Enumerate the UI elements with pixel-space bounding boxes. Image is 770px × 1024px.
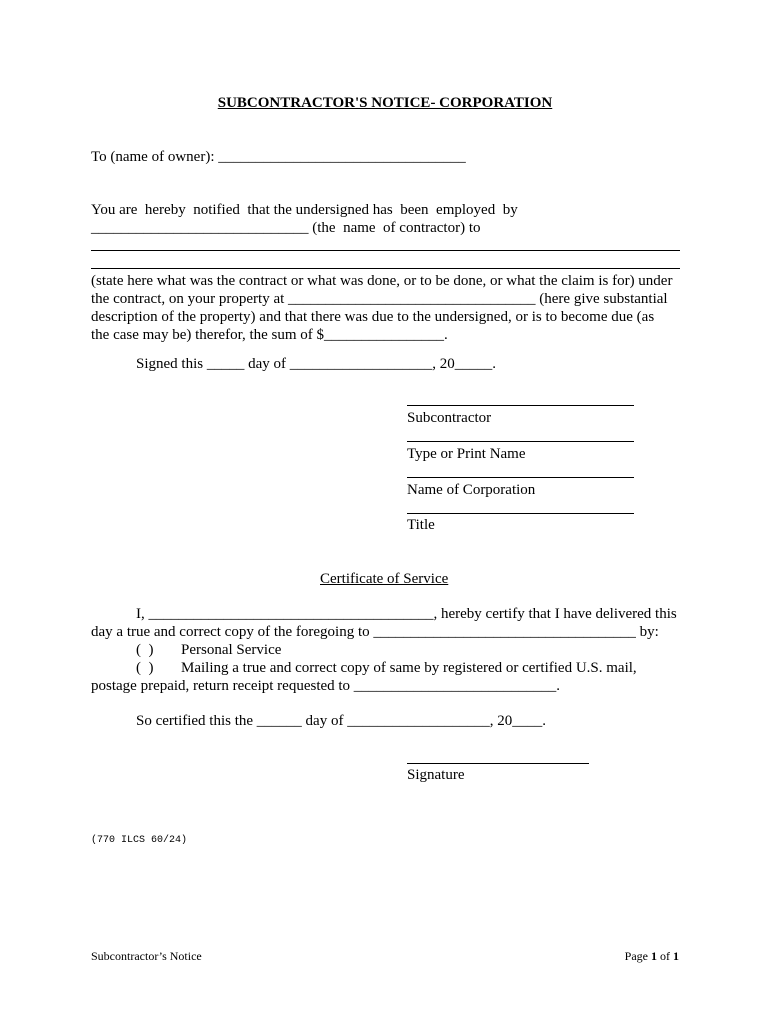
print-name-rule: [407, 441, 634, 442]
subcontractor-signature-rule: [407, 405, 634, 406]
mailing-label: Mailing a true and correct copy of same by registered or certified U.S. mail,: [181, 660, 637, 676]
notice-line-1: You are hereby notified that the undersigned has been employed by: [91, 202, 518, 218]
corporation-label: Name of Corporation: [407, 482, 536, 498]
statute-citation: (770 ILCS 60/24): [91, 835, 188, 846]
footer-page-number: [625, 947, 679, 965]
certificate-heading: Certificate of Service: [320, 571, 449, 587]
postage-line: postage prepaid, return receipt requested to ___________________________.: [91, 678, 561, 694]
body-line-1: (state here what was the contract or what was done, or to be done, or what the claim is for) under: [91, 273, 673, 289]
blank-rule-2: [91, 268, 680, 269]
corporation-rule: [407, 477, 634, 478]
title-rule: [407, 513, 634, 514]
mailing-checkbox[interactable]: ( ): [136, 660, 154, 676]
footer-title: Subcontractor’s Notice: [91, 949, 202, 963]
notice-line-2: _____________________________ (the name of contractor) to: [91, 220, 481, 236]
body-line-2: the contract, on your property at _________________________________ (here give substantial: [91, 291, 668, 307]
personal-service-checkbox[interactable]: ( ): [136, 642, 154, 658]
certified-line: So certified this the ______ day of ___________________, 20____.: [136, 713, 546, 729]
blank-rule-1: [91, 250, 680, 251]
body-line-4: the case may be) therefor, the sum of $________________.: [91, 327, 448, 343]
subcontractor-label: Subcontractor: [407, 410, 492, 426]
page-total: 1: [673, 949, 679, 963]
certificate-line-2: day a true and correct copy of the foregoing to ___________________________________ by:: [91, 624, 659, 640]
title-label: Title: [407, 517, 435, 533]
personal-service-label: Personal Service: [181, 642, 282, 658]
to-owner-line: To (name of owner): _________________________________: [91, 149, 466, 165]
print-name-label: Type or Print Name: [407, 446, 526, 462]
signed-line: Signed this _____ day of ___________________, 20_____.: [136, 356, 496, 372]
body-line-3: description of the property) and that there was due to the undersigned, or is to become due (as: [91, 309, 655, 325]
page-of: of: [657, 949, 673, 963]
page-prefix: Page: [624, 949, 651, 963]
certificate-signature-rule: [407, 763, 589, 764]
certificate-line-1: I, ______________________________________, hereby certify that I have delivered this: [136, 606, 677, 622]
document-title: SUBCONTRACTOR'S NOTICE- CORPORATION: [217, 95, 553, 111]
page-current: 1: [651, 949, 657, 963]
certificate-signature-label: Signature: [407, 767, 465, 783]
